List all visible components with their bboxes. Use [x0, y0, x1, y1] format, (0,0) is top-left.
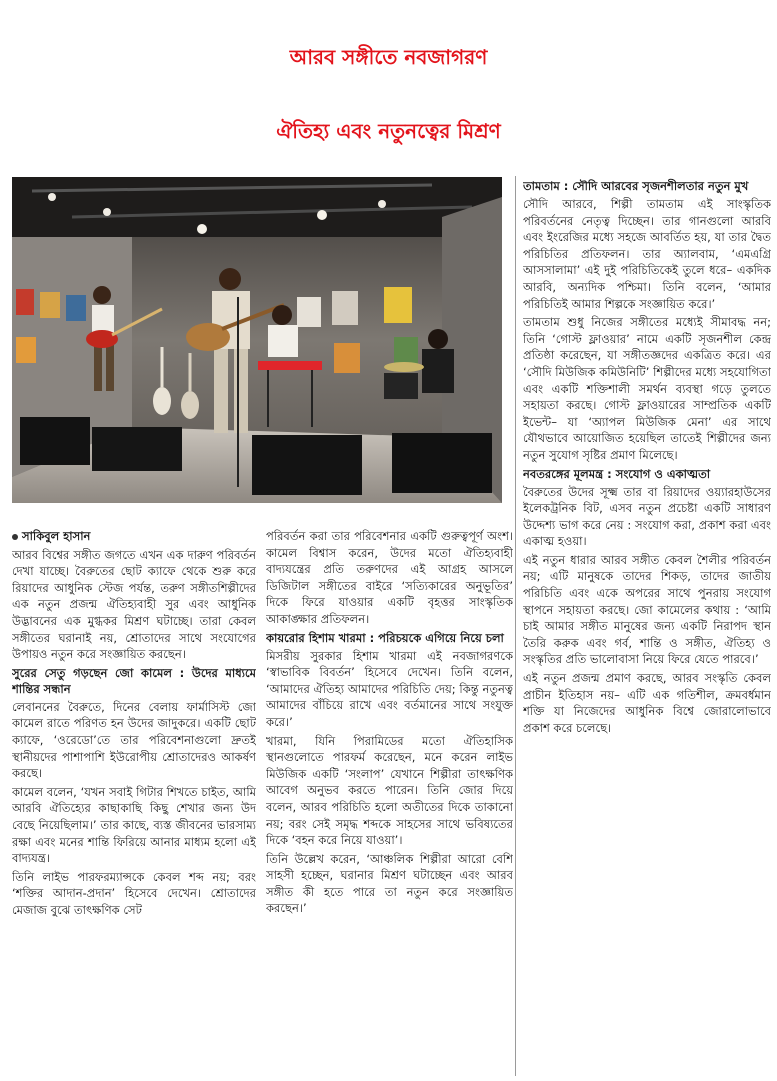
column-divider — [515, 176, 516, 1076]
paragraph: মিসরীয় সুরকার হিশাম খারমা এই নবজাগরণকে ‘স্বাভাবিক বিবর্তন’ হিসেবে দেখেন। তিনি বলেন, ‘আমাদের ঐতিহ্য আমাদের পরিচিতি দেয়; কিন্তু নতুনত্ব আমাদের বাঁচিয়ে রাখে এবং বর্তমানের সাথে সংযুক্ত করে।’ — [266, 648, 513, 729]
author-name: সাকিবুল হাসান — [22, 529, 91, 543]
paragraph: আরব বিশ্বের সঙ্গীত জগতে এখন এক দারুণ পরিবর্তন দেখা যাচ্ছে। বৈরুতের ছোট ক্যাফে থেকে শুরু করে রিয়াদের আধুনিক স্টেজ পর্যন্ত, তরুণ সঙ্গীতশিল্পীদের এক নতুন প্রজন্ম ঐতিহ্যবাহী সুর এবং আধুনিক উদ্ভাবনের এক মুগ্ধকর মিশ্রণ ঘটাচ্ছে। তারা কেবল সঙ্গীতের ঘরানাই নয়, শ্রোতাদের সাথে সংযোগের উপায়ও নতুন করে সংজ্ঞায়িত করছেন। — [12, 547, 256, 662]
byline — [12, 528, 256, 545]
concert-photo — [12, 177, 502, 503]
subheading: নবতরঙ্গের মূলমন্ত্র : সংযোগ ও একাত্মতা — [523, 466, 711, 481]
paragraph: পরিবর্তন করা তার পরিবেশনার একটি গুরুত্বপূর্ণ অংশ। কামেল বিশ্বাস করেন, উদের মতো ঐতিহ্যবাহী বাদ্যযন্ত্রের প্রতি তরুণদের এই আগ্রহ আসলে ডিজিটাল সঙ্গীতের বাইরে ‘সত্যিকারের অনুভূতির’ দিকে ফিরে যাওয়ার একটি বৃহত্তর সাংস্কৃতিক আকাঙ্ক্ষার প্রতিফলন। — [266, 529, 513, 626]
paragraph: সৌদি আরবে, শিল্পী তামতাম এই সাংস্কৃতিক পরিবর্তনের নেতৃত্ব দিচ্ছেন। তার গানগুলো আরবি এবং ইংরেজির মধ্যে সহজে আবর্তিত হয়, যা তার দ্বৈত পরিচিতির প্রতিফলন। তার অ্যালবাম, ‘এমএগ্রি আসসালামা’ এই দুই পরিচিতিকেই তুলে ধরে– একদিক আরবি, অন্যদিক পশ্চিমা। তিনি বলেন, ‘আমার পরিচিতিই আমার শিল্পকে সংজ্ঞায়িত করে।’ — [523, 197, 771, 311]
paragraph: তিনি লাইভ পারফরম্যান্সকে কেবল শব্দ নয়; বরং ‘শক্তির আদান-প্রদান’ হিসেবে দেখেন। শ্রোতাদের মেজাজ বুঝে তাৎক্ষণিক সেট — [12, 869, 256, 917]
article-column-2 — [266, 528, 513, 1080]
subheading: কায়রোর হিশাম খারমা : পরিচয়কে এগিয়ে নিয়ে চলা — [266, 630, 504, 645]
paragraph: এই নতুন প্রজন্ম প্রমাণ করছে, আরব সংস্কৃতি কেবল প্রাচীন ইতিহাস নয়– এটি এক গতিশীল, ক্রমবর্ধমান শক্তি যা নিজেদের আধুনিক বিশ্বে জোরালোভাবে প্রকাশ করে চলেছে। — [523, 671, 771, 735]
band-on-stage-illustration — [12, 177, 502, 503]
paragraph: খারমা, যিনি পিরামিডের মতো ঐতিহাসিক স্থানগুলোতে পারফর্ম করেছেন, মনে করেন লাইভ মিউজিক একটি ‘সংলাপ’ যেখানে শিল্পীরা তাৎক্ষণিক আবেগ অনুভব করতে পারেন। তিনি জোর দিয়ে বলেন, আরব পরিচিতি হলো অতীতের দিকে তাকানো নয়; বরং সেই সমৃদ্ধ শব্দকে সাহসের সাথে ভবিষ্যতের দিকে ‘বহন করে নিয়ে যাওয়া’। — [266, 733, 513, 848]
headline-line-1: আরব সঙ্গীতে নবজাগরণ — [289, 45, 488, 69]
article-column-3 — [523, 176, 771, 1080]
paragraph: তিনি উল্লেখ করেন, ‘আঞ্চলিক শিল্পীরা আরো বেশি সাহসী হচ্ছেন, ঘরানার মিশ্রণ ঘটাচ্ছেন এবং আরব সঙ্গীত কী হতে পারে তা নতুন করে সংজ্ঞায়িত করছেন।’ — [266, 851, 513, 916]
subheading: তামতাম : সৌদি আরবের সৃজনশীলতার নতুন মুখ — [523, 179, 749, 193]
headline-line-2: ঐতিহ্য এবং নতুনত্বের মিশ্রণ — [276, 119, 501, 143]
paragraph: তামতাম শুধু নিজের সঙ্গীতের মধ্যেই সীমাবদ্ধ নন; তিনি ‘গোস্ট ফ্লাওয়ার’ নামে একটি সৃজনশীল কেন্দ্র প্রতিষ্ঠা করেছেন, যা সঙ্গীতজ্ঞদের একত্রিত করে। এর ‘সৌদি মিউজিক কমিউনিটি’ শিল্পীদের মধ্যে সহযোগিতা এবং একটি শক্তিশালী সমর্থন ব্যবস্থা গড়ে তুলতে সহায়তা করছে। গোস্ট ফ্লাওয়ারের সাম্প্রতিক একটি ইভেন্ট– যা ‘অ্যাপল মিউজিক মেনা’ এর সাথে যৌথভাবে আয়োজিত হয়েছিল তাতেই শিল্পীদের জন্য নতুন সুযোগ সৃষ্টির প্রমাণ মিলেছে। — [523, 315, 771, 462]
paragraph: লেবাননের বৈরুতে, দিনের বেলায় ফার্মাসিস্ট জো কামেল রাতে পরিণত হন উদের জাদুকরে। একটি ছোট ক্যাফে, ‘ওরেডো’তে তার পরিবেশনাগুলো দ্রুতই স্থানীয়দের পাশাপাশি ইউরোপীয় শ্রোতাদেরও আকর্ষণ করছে। — [12, 699, 256, 781]
paragraph: বৈরুতের উদের সূক্ষ্ম তার বা রিয়াদের ওয়্যারহাউসের ইলেকট্রনিক বিট, এসব নতুন প্রচেষ্টা একটি সাধারণ উদ্দেশ্য ভাগ করে নেয় : সংযোগ করা, প্রকাশ করা এবং একাত্ম হওয়া। — [523, 484, 771, 549]
paragraph: কামেল বলেন, ‘যখন সবাই গিটার শিখতে চাইত, আমি আরবি ঐতিহ্যের কাছাকাছি কিছু শেখার জন্য উদ বেছে নিয়েছিলাম।’ তার কাছে, ব্যস্ত জীবনের ভারসাম্য রক্ষা এবং মনের শান্তি ফিরিয়ে আনার মাধ্যম হলো এই বাদ্যযন্ত্র। — [12, 784, 256, 866]
bullet-icon — [12, 534, 18, 540]
subheading: সুরের সেতু গড়ছেন জো কামেল : উদের মাধ্যমে শান্তির সন্ধান — [12, 665, 256, 696]
article-column-1 — [12, 528, 256, 1080]
paragraph: এই নতুন ধারার আরব সঙ্গীত কেবল শৈলীর পরিবর্তন নয়; এটি মানুষকে তাদের শিকড়, তাদের জাতীয় পরিচিতি এবং একে অপরের সাথে পুনরায় সংযোগ স্থাপনে সহায়তা করছে। জো কামেলের কথায় : ‘আমি চাই আমার সঙ্গীত মানুষের জন্য একটি নিরাপদ স্থান তৈরি করুক এবং গর্ব, শান্তি ও সঙ্গীত, ঐতিহ্য ও সংস্কৃতির প্রতি ভালোবাসা নিয়ে ফিরে যেতে পারবে।’ — [523, 552, 771, 667]
